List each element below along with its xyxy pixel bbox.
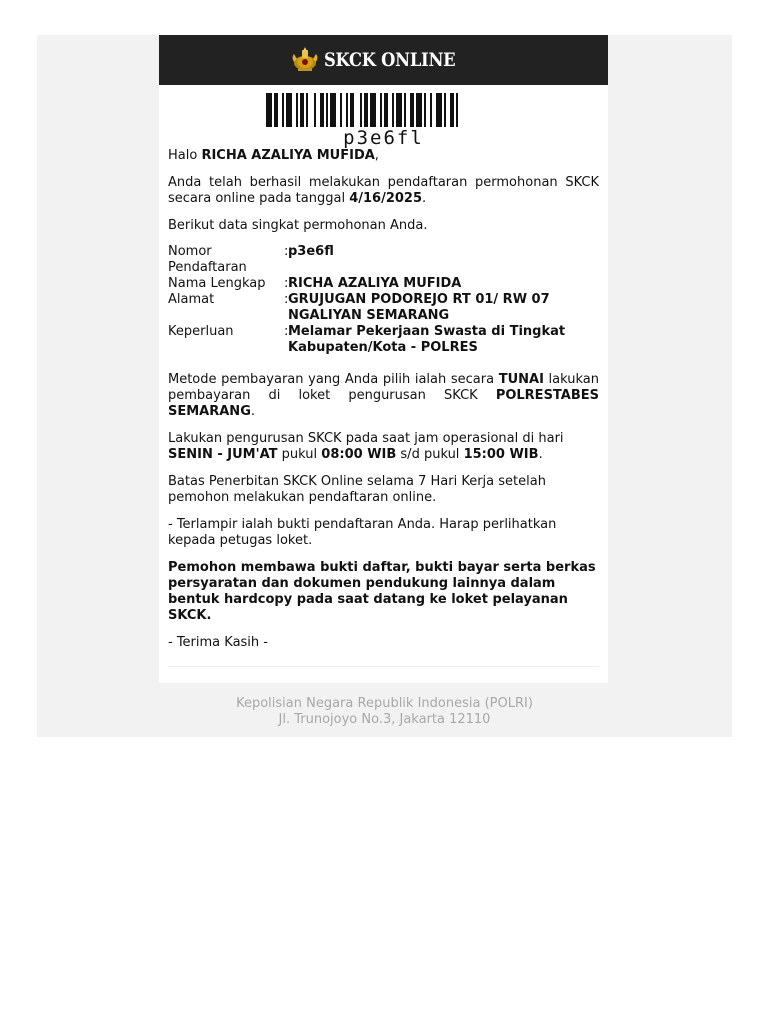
detail-colon: : <box>284 324 289 339</box>
barcode-bar <box>300 93 304 127</box>
closing-time: 15:00 WIB <box>463 447 539 462</box>
barcode-bar <box>396 93 402 127</box>
barcode-bar <box>282 93 284 127</box>
thanks-text: - Terima Kasih - <box>168 635 268 650</box>
email-card <box>159 35 608 683</box>
detail-label: Nomor Pendaftaran <box>168 244 247 275</box>
barcode-bar <box>320 93 324 127</box>
operating-days: SENIN - JUM'AT <box>168 447 278 462</box>
detail-colon: : <box>284 244 289 259</box>
barcode-bar <box>416 93 422 127</box>
hours-text: . <box>538 447 543 462</box>
greeting <box>168 148 599 164</box>
notice-paragraph: Pemohon membawa bukti daftar, bukti bayar serta berkas persyaratan dan dokumen pendukung lainnya dalam bentuk hardcopy pada saat datang ke loket pelayanan SKCK. <box>168 560 596 623</box>
footer-org: Kepolisian Negara Republik Indonesia (POLRI) <box>236 696 533 711</box>
polri-emblem-icon <box>290 47 320 73</box>
barcode-bar <box>444 93 446 127</box>
intro-text: Anda telah berhasil melakukan pendaftaran permohonan SKCK secara online pada tanggal <box>168 175 599 206</box>
barcode-bar <box>314 93 316 127</box>
hours-text: s/d pukul <box>396 447 464 462</box>
registration-date: 4/16/2025 <box>349 191 423 206</box>
payment-method: TUNAI <box>498 372 544 387</box>
attachment-paragraph: - Terlampir ialah bukti pendaftaran Anda. Harap perlihatkan kepada petugas loket. <box>168 517 557 548</box>
detail-value: Melamar Pekerjaan Swasta di Tingkat Kabupaten/Kota - POLRES <box>288 324 566 355</box>
summary-intro: Berikut data singkat permohonan Anda. <box>168 218 428 233</box>
footer-address: Jl. Trunojoyo No.3, Jakarta 12110 <box>278 712 491 727</box>
detail-label: Keperluan <box>168 324 234 339</box>
header-bar <box>159 35 608 85</box>
barcode-bar <box>306 93 308 127</box>
barcode-bar <box>326 93 328 127</box>
detail-value: p3e6fl <box>288 244 334 259</box>
greeting-prefix: Halo <box>168 148 202 163</box>
barcode-block <box>159 93 608 148</box>
detail-value: GRUJUGAN PODOREJO RT 01/ RW 07 NGALIYAN SEMARANG <box>288 292 550 323</box>
barcode-bar <box>404 93 406 127</box>
barcode-code: p3e6fl <box>343 127 424 149</box>
barcode-bar <box>364 93 368 127</box>
divider <box>168 666 599 667</box>
barcode-bar <box>350 93 354 127</box>
greeting-suffix: , <box>374 148 379 163</box>
detail-value: RICHA AZALIYA MUFIDA <box>288 276 462 291</box>
detail-label: Alamat <box>168 292 215 307</box>
applicant-name: RICHA AZALIYA MUFIDA <box>201 148 375 163</box>
barcode-bar <box>340 93 342 127</box>
barcode-bar <box>330 93 336 127</box>
barcode-bar <box>392 93 394 127</box>
barcode-bar <box>346 93 348 127</box>
barcode-image <box>266 93 502 127</box>
barcode-bar <box>370 93 376 127</box>
barcode-bar <box>266 93 272 127</box>
payment-place: POLRESTABES SEMARANG <box>168 388 599 419</box>
payment-paragraph <box>168 372 599 420</box>
detail-label: Nama Lengkap <box>168 276 266 291</box>
email-background <box>37 35 732 737</box>
barcode-bar <box>360 93 362 127</box>
barcode-bar <box>380 93 382 127</box>
detail-colon: : <box>284 276 289 291</box>
details-table <box>168 244 599 356</box>
barcode-bar <box>384 93 388 127</box>
barcode-bar <box>424 93 426 127</box>
intro-end: . <box>422 191 427 206</box>
email-body <box>159 148 608 651</box>
barcode-bar <box>410 93 414 127</box>
hours-text: Lakukan pengurusan SKCK pada saat jam operasional di hari <box>168 431 564 446</box>
barcode-bar <box>456 93 458 127</box>
barcode-bar <box>436 93 442 127</box>
intro-paragraph <box>168 175 599 207</box>
detail-colon: : <box>284 292 289 307</box>
barcode-bar <box>430 93 432 127</box>
payment-text: . <box>250 404 256 419</box>
hours-text: pukul <box>277 447 322 462</box>
skck-logo <box>290 47 477 73</box>
deadline-paragraph: Batas Penerbitan SKCK Online selama 7 Hari Kerja setelah pemohon melakukan pendaftaran online. <box>168 474 546 505</box>
barcode-bar <box>274 93 278 127</box>
payment-text: lakukan pembayaran di loket pengurusan SKCK <box>168 372 599 403</box>
logo-text: SKCK ONLINE <box>324 49 456 71</box>
opening-time: 08:00 WIB <box>321 447 397 462</box>
barcode-bar <box>296 93 298 127</box>
footer <box>37 696 732 728</box>
barcode-bar <box>450 93 454 127</box>
payment-text: Metode pembayaran yang Anda pilih ialah secara <box>168 372 499 387</box>
hours-paragraph <box>168 431 599 463</box>
barcode-bar <box>286 93 292 127</box>
